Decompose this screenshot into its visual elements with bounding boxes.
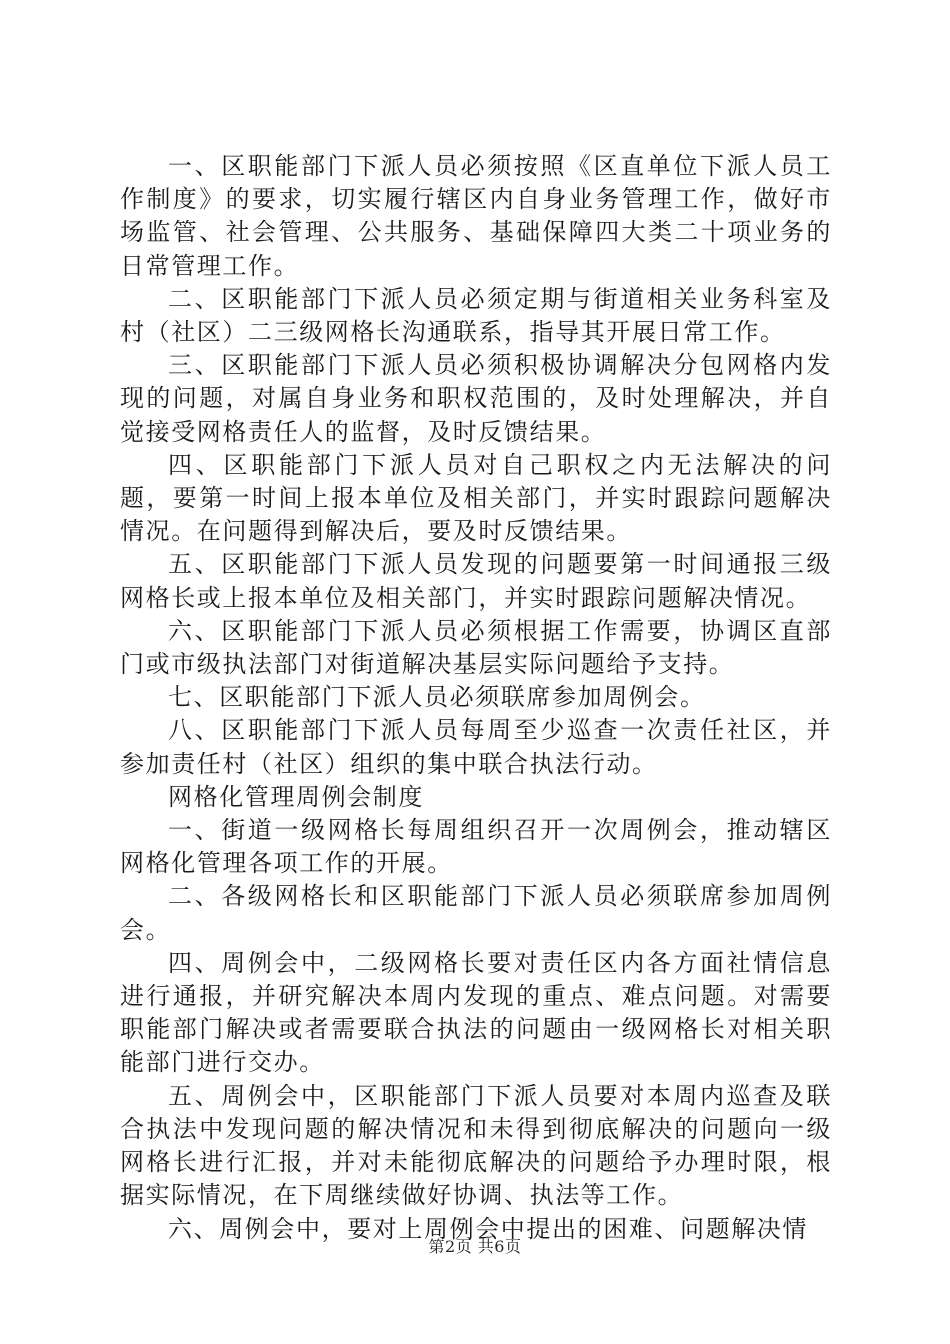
paragraph-4: 四、区职能部门下派人员对自己职权之内无法解决的问题，要第一时间上报本单位及相关部门，并实时跟踪问题解决情况。在问题得到解决后，要及时反馈结果。: [120, 450, 832, 546]
paragraph-8: 八、区职能部门下派人员每周至少巡查一次责任社区，并参加责任村（社区）组织的集中联合执法行动。: [120, 716, 832, 778]
paragraph-5: 五、区职能部门下派人员发现的问题要第一时间通报三级网格长或上报本单位及相关部门，并实时跟踪问题解决情况。: [120, 550, 832, 612]
paragraph-9: 一、街道一级网格长每周组织召开一次周例会，推动辖区网格化管理各项工作的开展。: [120, 816, 832, 878]
paragraph-11: 四、周例会中，二级网格长要对责任区内各方面社情信息进行通报，并研究解决本周内发现的重点、难点问题。对需要职能部门解决或者需要联合执法的问题由一级网格长对相关职能部门进行交办。: [120, 948, 832, 1077]
paragraph-2: 二、区职能部门下派人员必须定期与街道相关业务科室及村（社区）二三级网格长沟通联系，指导其开展日常工作。: [120, 284, 832, 347]
paragraph-13: 六、周例会中，要对上周例会中提出的困难、问题解决情: [168, 1214, 808, 1243]
paragraph-3: 三、区职能部门下派人员必须积极协调解决分包网格内发现的问题，对属自身业务和职权范围的，及时处理解决，并自觉接受网格责任人的监督，及时反馈结果。: [120, 351, 832, 446]
paragraph-6: 六、区职能部门下派人员必须根据工作需要，协调区直部门或市级执法部门对街道解决基层实际问题给予支持。: [120, 616, 832, 679]
paragraph-12: 五、周例会中，区职能部门下派人员要对本周内巡查及联合执法中发现问题的解决情况和未得到彻底解决的问题向一级网格长进行汇报，并对未能彻底解决的问题给予办理时限，根据实际情况，在下周继续做好协调、执法等工作。: [120, 1081, 832, 1210]
paragraph-1: 一、区职能部门下派人员必须按照《区直单位下派人员工作制度》的要求，切实履行辖区内自身业务管理工作，做好市场监管、社会管理、公共服务、基础保障四大类二十项业务的日常管理工作。: [120, 152, 832, 280]
page-number-footer: 第2页 共6页: [428, 1237, 522, 1256]
paragraph-10: 二、各级网格长和区职能部门下派人员必须联席参加周例会。: [120, 882, 832, 944]
section-heading: 网格化管理周例会制度: [168, 782, 424, 811]
document-body: [120, 150, 832, 1246]
paragraph-7: 七、区职能部门下派人员必须联席参加周例会。: [168, 683, 706, 712]
